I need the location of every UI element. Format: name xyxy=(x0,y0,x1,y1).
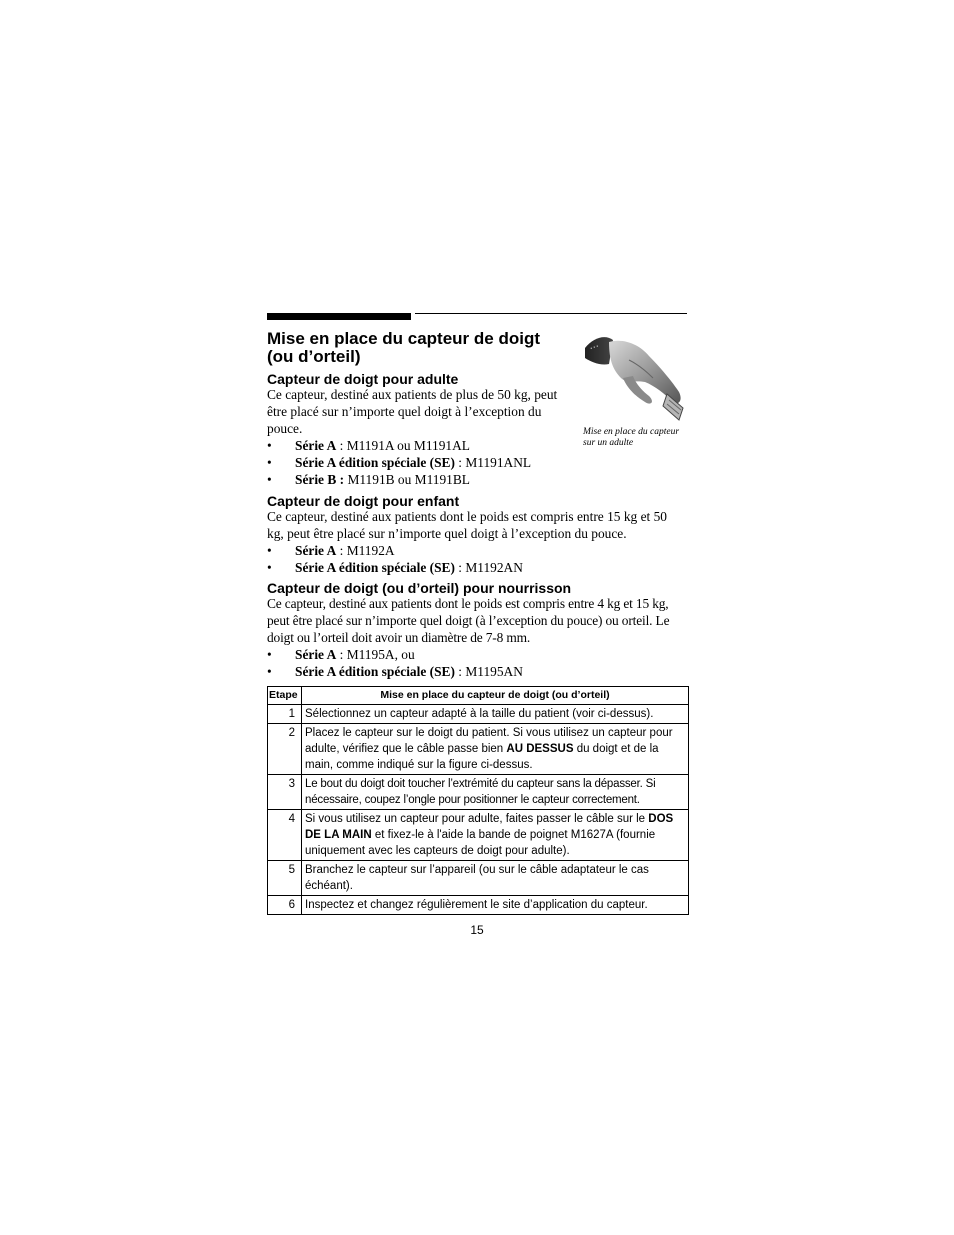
step-text: Le bout du doigt doit toucher l’extrémité du capteur sans la dépasser. Si nécessaire, coupez l’ongle pour positionner le capteur correctement. xyxy=(302,775,689,810)
section-rule-thin xyxy=(415,313,687,314)
table-row xyxy=(268,724,689,775)
step-text: Si vous utilisez un capteur pour adulte, faites passer le câble sur le DOS DE LA MAIN et fixez-le à l'aide la bande de poignet M1627A (fournie uniquement avec les capteurs de doigt pour adulte). xyxy=(302,810,689,861)
table-row xyxy=(268,705,689,724)
step-text: Branchez le capteur sur l’appareil (ou sur le câble adaptateur le cas échéant). xyxy=(302,861,689,896)
adult-item-2: • Série A édition spéciale (SE) : M1191ANL xyxy=(267,455,532,470)
table-row xyxy=(268,896,689,915)
hand-sensor-figure xyxy=(583,330,689,424)
page-title-line1: Mise en place du capteur de doigt xyxy=(267,329,540,348)
page-title xyxy=(267,330,577,366)
step-text: Placez le capteur sur le doigt du patient. Si vous utilisez un capteur pour adulte, vérifiez que le câble passe bien AU DESSUS du doigt et de la main, comme indiqué sur la figure ci-dessus. xyxy=(302,724,689,775)
adult-heading: Capteur de doigt pour adulte xyxy=(267,371,459,387)
table-row xyxy=(268,775,689,810)
step-number: 5 xyxy=(268,861,302,896)
section-rule-thick xyxy=(267,313,411,320)
step-number: 6 xyxy=(268,896,302,915)
infant-text: Ce capteur, destiné aux patients dont le poids est compris entre 4 kg et 15 kg, peut être placé sur n’importe quel doigt (à l’exception du pouce) ou orteil. Le doigt ou l’orteil doit avoir un diamètre de 7-8 mm. xyxy=(267,596,670,645)
col-header-procedure: Mise en place du capteur de doigt (ou d’orteil) xyxy=(302,687,689,705)
infant-heading: Capteur de doigt (ou d’orteil) pour nourrisson xyxy=(267,580,572,596)
steps-table xyxy=(267,686,689,915)
col-header-step: Etape xyxy=(268,687,302,705)
step-number: 4 xyxy=(268,810,302,861)
page-title-line2: (ou d’orteil) xyxy=(267,347,361,366)
child-item-1: • Série A : M1192A xyxy=(267,543,395,558)
page-number: 15 xyxy=(470,923,484,937)
infant-item-2: • Série A édition spéciale (SE) : M1195AN xyxy=(267,664,523,679)
infant-item-1: • Série A : M1195A, ou xyxy=(267,647,415,662)
table-row xyxy=(268,861,689,896)
adult-item-3: • Série B : M1191B ou M1191BL xyxy=(267,472,470,487)
table-row xyxy=(268,810,689,861)
child-item-2: • Série A édition spéciale (SE) : M1192AN xyxy=(267,560,523,575)
step-text: Inspectez et changez régulièrement le site d’application du capteur. xyxy=(302,896,689,915)
child-text: Ce capteur, destiné aux patients dont le poids est compris entre 15 kg et 50 kg, peut être placé sur n’importe quel doigt à l’exception du pouce. xyxy=(267,509,667,541)
step-number: 1 xyxy=(268,705,302,724)
step-text: Sélectionnez un capteur adapté à la taille du patient (voir ci-dessus). xyxy=(302,705,689,724)
steps-body xyxy=(268,705,689,915)
adult-item-1: • Série A : M1191A ou M1191AL xyxy=(267,438,470,453)
figure-caption: Mise en place du capteur sur un adulte xyxy=(583,427,680,448)
svg-text:▪ ▪ ▪: ▪ ▪ ▪ xyxy=(589,343,600,352)
table-header-row xyxy=(268,687,689,705)
step-number: 2 xyxy=(268,724,302,775)
child-heading: Capteur de doigt pour enfant xyxy=(267,493,460,509)
step-number: 3 xyxy=(268,775,302,810)
adult-text: Ce capteur, destiné aux patients de plus de 50 kg, peut être placé sur n’importe quel doigt à l’exception du pouce. xyxy=(267,387,558,436)
